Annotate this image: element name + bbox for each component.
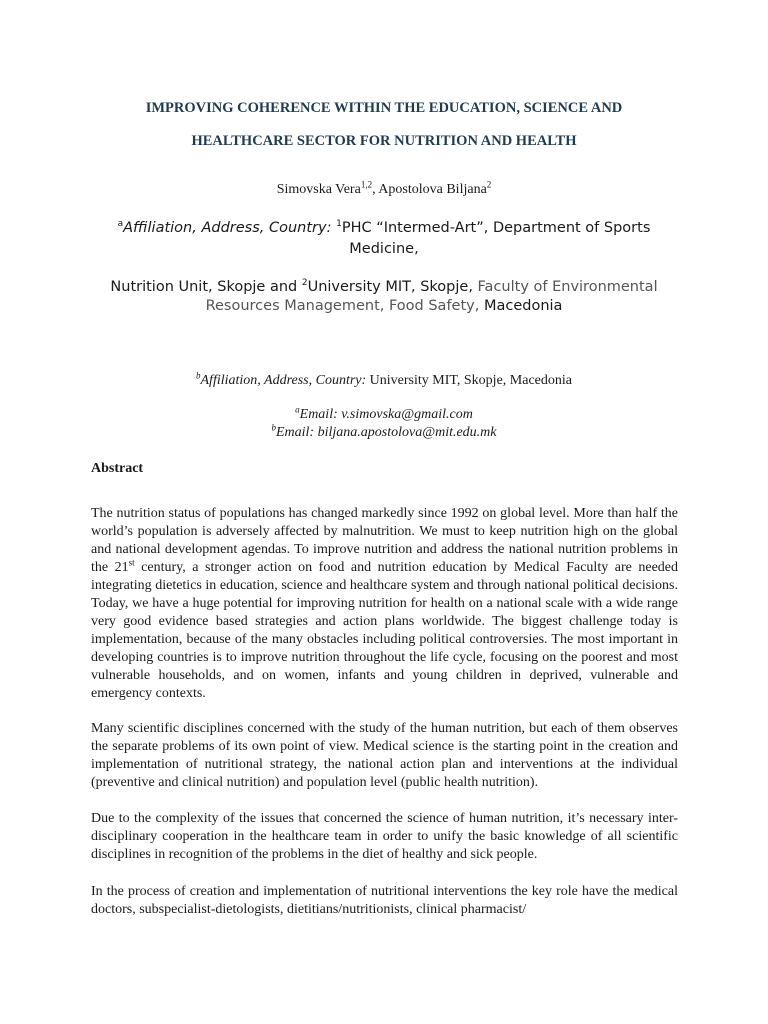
abstract-paragraph-4: In the process of creation and implementation of nutritional interventions the key role have the medical doctors, subspecialist-dietologists, dietitians/nutritionists, clinical pharmacist/	[91, 884, 678, 917]
author-list	[90, 181, 678, 199]
email-b	[90, 424, 678, 442]
affiliation-b-label: Affiliation, Address, Country:	[200, 373, 370, 388]
email-a-mark: a	[295, 404, 300, 415]
abstract-heading: Abstract	[91, 461, 144, 476]
email-a	[90, 406, 678, 424]
affiliation-a-cont-text-2: University MIT, Skopje,	[307, 279, 478, 295]
affiliation-b-mark: b	[196, 370, 201, 381]
affiliation-a-mark: a	[117, 219, 124, 230]
abstract-paragraph-1-part-a: The nutrition status of populations has changed markedly since 1992 on global level. More than half the world’s population is adversely affected by malnutrition. We must to keep nutrition high on the global and national development agendas. To improve nutrition and address the national nutrition problems in the 21	[91, 506, 678, 575]
email-a-text: Email: v.simovska@gmail.com	[299, 407, 473, 422]
affiliation-1-mark: 1	[336, 219, 342, 230]
email-b-mark: b	[271, 422, 276, 433]
author-separator: ,	[372, 182, 379, 197]
author-1: Simovska Vera	[276, 182, 361, 197]
affiliation-b-text: University MIT, Skopje, Macedonia	[369, 373, 572, 388]
abstract-paragraph-1	[91, 505, 678, 703]
affiliation-a-faculty: Faculty of Environmental Resources Management, Food Safety,	[205, 279, 658, 314]
affiliation-2-mark: 2	[301, 278, 308, 289]
ordinal-suffix: st	[128, 557, 135, 568]
affiliation-a-label: Affiliation, Address, Country:	[123, 220, 337, 236]
email-b-text: Email: biljana.apostolova@mit.edu.mk	[275, 425, 497, 440]
paper-title	[90, 92, 678, 158]
abstract-paragraph-1-part-b: century, a stronger action on food and nutrition education by Medical Faculty are needed integrating dietetics in education, science and healthcare system and through national political decisions. Today, we have a huge potential for improving nutrition for health on a national scale with a wide range very good evidence based strategies and action plans worldwide. The biggest challenge today is implementation, because of the many obstacles including political controversies. The most important in developing countries is to improve nutrition throughout the life cycle, focusing on the poorest and most vulnerable households, and on women, infants and young children in deprived, vulnerable and emergency contexts.	[91, 560, 678, 701]
affiliation-a-cont-text-1: Nutrition Unit, Skopje and	[110, 279, 302, 295]
affiliation-a-continued	[90, 278, 678, 316]
title-line-1: IMPROVING COHERENCE WITHIN THE EDUCATION, SCIENCE AND	[145, 100, 623, 116]
author-2: Apostolova Biljana	[378, 182, 487, 197]
author-2-affiliation-mark: 2	[486, 179, 492, 190]
affiliation-a-country: Macedonia	[483, 298, 563, 314]
affiliation-a	[96, 218, 672, 260]
title-line-2: HEALTHCARE SECTOR FOR NUTRITION AND HEALTH	[191, 133, 577, 149]
abstract-paragraph-3: Due to the complexity of the issues that concerned the science of human nutrition, it’s necessary inter-disciplinary cooperation in the healthcare team in order to unify the basic knowledge of all scientific disciplines in recognition of the problems in the diet of healthy and sick people.	[91, 811, 678, 862]
affiliation-b	[90, 372, 678, 390]
affiliation-a-text: PHC “Intermed-Art”, Department of Sports Medicine,	[341, 220, 651, 257]
author-1-affiliation-mark: 1,2	[360, 179, 373, 190]
abstract-paragraph-2: Many scientific disciplines concerned with the study of the human nutrition, but each of them observes the separate problems of its own point of view. Medical science is the starting point in the creation and implementation of nutritional strategy, the national action plan and interventions at the individual (preventive and clinical nutrition) and population level (public health nutrition).	[91, 721, 678, 790]
